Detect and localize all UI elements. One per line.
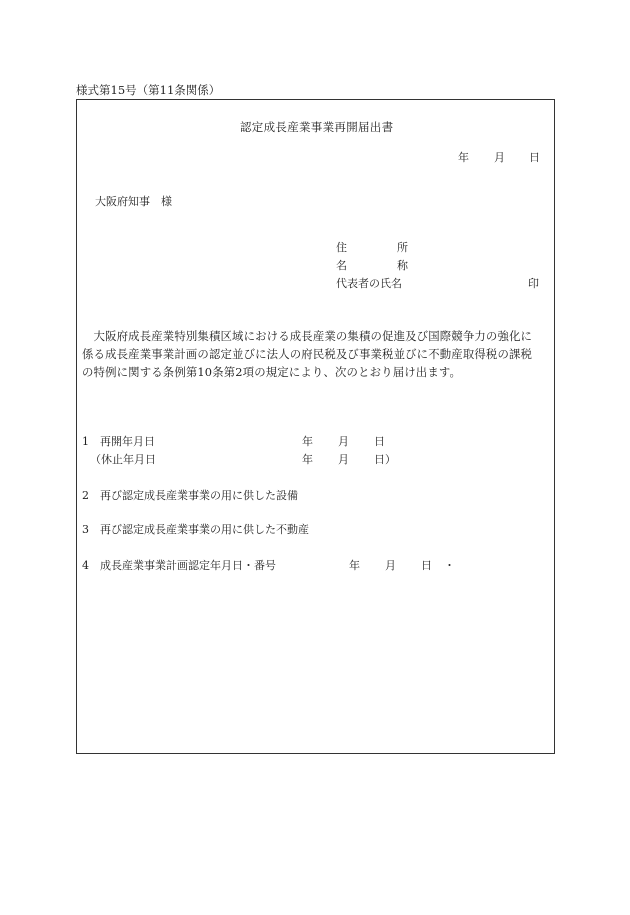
addressee: 大阪府知事 様	[95, 195, 172, 208]
date-year-label: 年	[458, 151, 469, 164]
body-line: の特例に関する条例第10条第2項の規定により、次のとおり届け出ます。	[82, 365, 462, 379]
name-label-1: 名	[336, 259, 347, 272]
item-number: 1	[82, 435, 89, 448]
body-line: 係る成長産業事業計画の認定並びに法人の府民税及び事業税並びに不動産取得税の課税	[82, 347, 533, 361]
seal-mark: 印	[528, 277, 539, 290]
item-label: （休止年月日	[90, 453, 156, 466]
date-month-label: 月	[494, 151, 505, 164]
item-number: 2	[82, 489, 89, 502]
form-number: 様式第15号（第11条関係）	[76, 83, 221, 97]
item-number: 3	[82, 523, 89, 536]
document-title: 認定成長産業事業再開届出書	[240, 120, 394, 134]
item-label: 再び認定成長産業事業の用に供した設備	[100, 489, 298, 502]
representative-label: 代表者の氏名	[336, 277, 402, 290]
address-label-1: 住	[336, 241, 347, 254]
body-line: 大阪府成長産業特別集積区域における成長産業の集積の促進及び国際競争力の強化に	[82, 329, 533, 343]
item-month-label: 月	[338, 435, 349, 448]
item-day-label: 日）	[374, 453, 396, 466]
item-month-label: 月	[385, 559, 396, 572]
item-label: 再び認定成長産業事業の用に供した不動産	[100, 523, 309, 536]
item-label: 再開年月日	[100, 435, 155, 448]
item-month-label: 月	[338, 453, 349, 466]
body-paragraph	[82, 327, 556, 381]
name-label-2: 称	[397, 259, 408, 272]
item-day-label: 日	[374, 435, 385, 448]
item-year-label: 年	[302, 453, 313, 466]
item-number: 4	[82, 559, 89, 572]
item-day-label: 日	[421, 559, 432, 572]
address-label-2: 所	[397, 241, 408, 254]
item-year-label: 年	[302, 435, 313, 448]
item-label: 成長産業事業計画認定年月日・番号	[100, 559, 276, 572]
date-day-label: 日	[529, 151, 540, 164]
item-year-label: 年	[349, 559, 360, 572]
item-separator: ・	[444, 559, 455, 572]
